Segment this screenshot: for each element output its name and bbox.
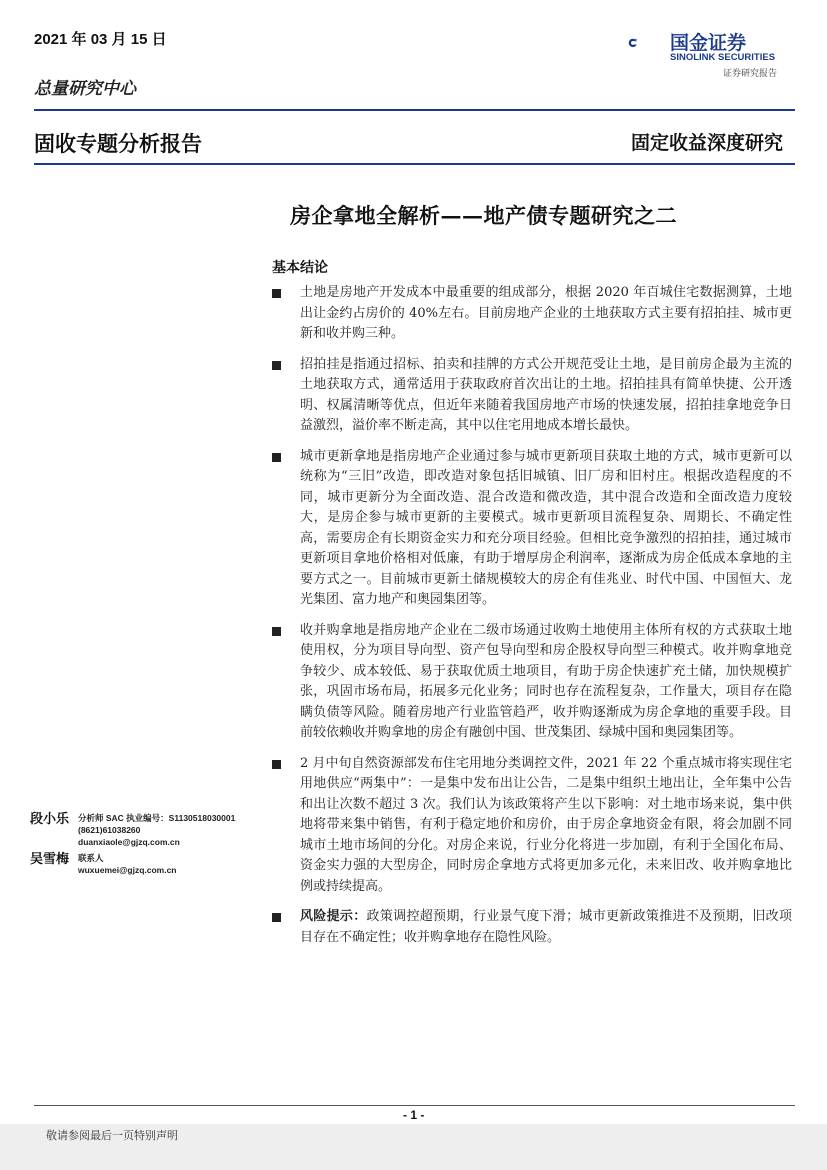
report-type: 固收专题分析报告 <box>34 132 202 156</box>
analyst-role: 联系人 <box>78 853 104 863</box>
header-rule <box>34 109 795 111</box>
header-rule-lower <box>34 163 795 165</box>
conclusion-list <box>272 283 792 958</box>
analyst-card <box>30 848 260 888</box>
analyst-phone: (8621)61038260 <box>78 825 141 835</box>
bullet-square-icon <box>272 289 281 298</box>
logo-name: 国金证券 <box>670 32 747 54</box>
bullet-square-icon <box>272 453 281 462</box>
bullet-square-icon <box>272 361 281 370</box>
bullet-text: 城市更新拿地是指房地产企业通过参与城市更新项目获取土地的方式，城市更新可以统称为“三旧”改造，即改造对象包括旧城镇、旧厂房和旧村庄。根据改造程度的不同，城市更新分为全面改造、混合改造和微改造，其中混合改造和全面改造力度较大，是房企参与城市更新的主要模式。城市更新项目流程复杂、周期长、不确定性高，需要房企有长期资金实力和充分项目经验。但相比竞争激烈的招拍挂，通过城市更新项目拿地价格相对低廉，有助于增厚房企利润率，逐渐成为房企低成本拿地的主要方式之一。目前城市更新土储规模较大的房企有佳兆业、时代中国、中国恒大、龙光集团、富力地产和奥园集团等。 <box>300 448 792 607</box>
logo-english: SINOLINK SECURITIES <box>670 52 776 63</box>
list-item <box>272 447 792 611</box>
list-item <box>272 355 792 437</box>
report-title: 房企拿地全解析——地产债专题研究之二 <box>290 203 677 228</box>
analyst-contact <box>78 812 235 848</box>
bullet-text: 招拍挂是指通过招标、拍卖和挂牌的方式公开规范受让土地，是目前房企最为主流的土地获取方式，通常适用于获取政府首次出让的土地。招拍挂具有简单快捷、公开透明、权属清晰等优点，但近年来随着我国房地产市场的快速发展，招拍挂拿地竞争日益激烈，溢价率不断走高，其中以住宅用地成本增长最快。 <box>300 356 792 433</box>
analyst-panel <box>30 808 260 888</box>
footer-rule <box>34 1105 795 1106</box>
page-number: - 1 - <box>403 1108 425 1122</box>
bullet-square-icon <box>272 627 281 636</box>
analyst-email[interactable]: wuxuemei@gjzq.com.cn <box>78 865 177 875</box>
bullet-square-icon <box>272 913 281 922</box>
list-item-risk <box>272 907 792 948</box>
analyst-contact <box>78 852 177 876</box>
analyst-name: 段小乐 <box>30 812 70 827</box>
logo-subtitle: 证券研究报告 <box>723 69 778 79</box>
analyst-card <box>30 808 260 848</box>
analyst-role: 分析师 SAC 执业编号：S1130518030001 <box>78 813 236 823</box>
risk-lead: 风险提示： <box>300 909 367 924</box>
analyst-name: 吴雪梅 <box>30 852 70 867</box>
section-title: 基本结论 <box>272 260 328 276</box>
list-item <box>272 621 792 744</box>
bullet-text: 土地是房地产开发成本中最重要的组成部分，根据 2020 年百城住宅数据测算，土地出让金约占房价的 40%左右。目前房地产企业的土地获取方式主要有招拍挂、城市更新和收并购三种。 <box>300 285 792 341</box>
bullet-text: 政策调控超预期，行业景气度下滑；城市更新政策推进不及预期，旧改项目存在不确定性；收并购拿地存在隐性风险。 <box>300 909 792 945</box>
analyst-email[interactable]: duanxiaole@gjzq.com.cn <box>78 837 180 847</box>
sinolink-logo-icon <box>628 24 670 66</box>
bullet-square-icon <box>272 760 281 769</box>
research-type: 固定收益深度研究 <box>630 132 783 154</box>
report-date: 2021 年 03 月 15 日 <box>34 31 167 48</box>
bullet-text: 收并购拿地是指房地产企业在二级市场通过收购土地使用主体所有权的方式获取土地使用权，分为项目导向型、资产包导向型和房企股权导向型三种模式。收并购拿地竞争较少、成本较低、易于获取优质土地项目，有助于房企快速扩充土储，加快规模扩张，巩固市场布局，拓展多元化业务；同时也存在流程复杂，工作量大，项目存在隐瞒负债等风险。随着房地产行业监管趋严，收并购逐渐成为房企拿地的重要手段。目前较依赖收并购拿地的房企有融创中国、世茂集团、绿城中国和奥园集团等。 <box>300 622 792 740</box>
research-center: 总量研究中心 <box>34 79 136 99</box>
list-item <box>272 754 792 898</box>
footer-disclaimer: 敬请参阅最后一页特别声明 <box>46 1129 178 1142</box>
bullet-text: 2 月中旬自然资源部发布住宅用地分类调控文件，2021 年 22 个重点城市将实现住宅用地供应“两集中”：一是集中发布出让公告，二是集中组织土地出让，全年集中公告和出让次数不超过 3 次。我们认为该政策将产生以下影响：对土地市场来说，集中供地将带来集中销售，有利于稳定地价和房价，由于房企拿地资金有限，将会加剧不同城市土地市场间的分化。对房企来说，行业分化将进一步加剧，有利于全国化布局、资金实力强的大型房企，同时房企拿地方式将更加多元化，未来旧改、收并购拿地比例或持续提高。 <box>300 755 792 894</box>
list-item <box>272 283 792 345</box>
